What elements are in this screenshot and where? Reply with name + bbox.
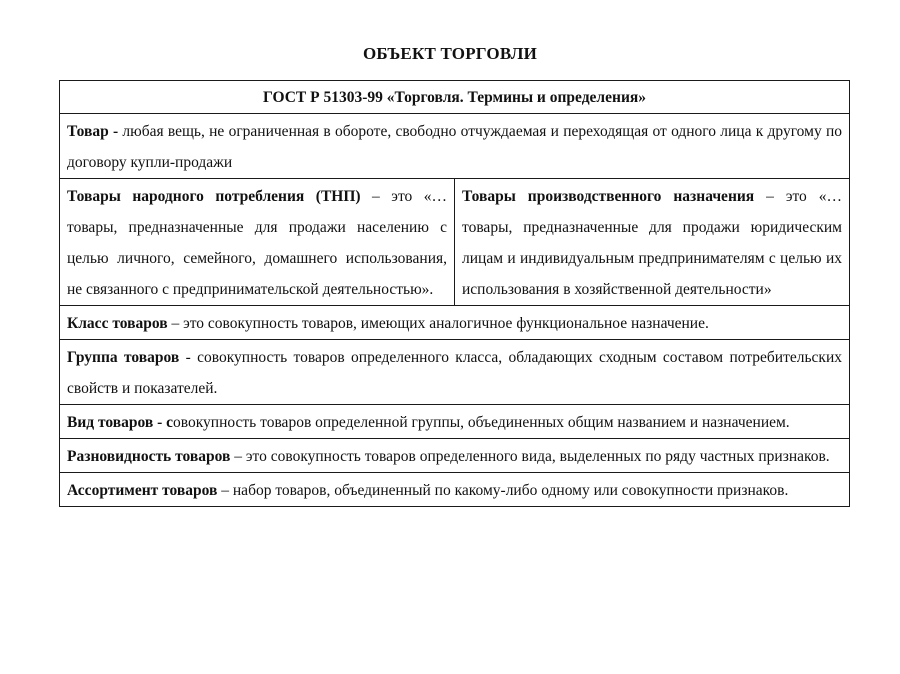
page-title: ОБЪЕКТ ТОРГОВЛИ: [363, 44, 537, 63]
definition-assortiment: – набор товаров, объединенный по какому-либо одному или совокупности признаков.: [217, 482, 789, 499]
definition-cell-tnp: [60, 179, 455, 306]
definition-cell-tovar: [60, 114, 850, 179]
definition-gruppa: - совокупность товаров определенного класса, обладающих сходным составом потребительских свойств и показателей.: [67, 349, 842, 397]
term-tnp: Товары народного потребления (ТНП): [67, 188, 361, 205]
definition-klass: – это совокупность товаров, имеющих аналогичное функциональное назначение.: [167, 315, 709, 332]
definition-raznovidnost: – это совокупность товаров определенного вида, выделенных по ряду частных признаков.: [230, 448, 830, 465]
row-tovar: [60, 114, 850, 179]
term-gruppa: Группа товаров: [67, 349, 180, 366]
term-tpn: Товары производственного назначения: [462, 188, 755, 205]
table-header-row: [60, 81, 850, 114]
definition-tnp: – это «…товары, предназначенные для продажи населению с целью личного, семейного, домашнего использования, не связанного с предпринимательской деятельностью».: [67, 188, 447, 298]
definition-cell-vid: [60, 405, 850, 439]
term-vid: Вид товаров - с: [67, 414, 174, 431]
row-assortiment: [60, 473, 850, 507]
definition-vid: овокупность товаров определенной группы, объединенных общим названием и назначением.: [173, 414, 790, 431]
definitions-table: [59, 80, 850, 507]
definition-cell-raznovidnost: [60, 439, 850, 473]
definition-tovar: любая вещь, не ограниченная в обороте, свободно отчуждаемая и переходящая от одного лица к другому по договору купли-продажи: [67, 123, 842, 171]
term-tovar: Товар -: [67, 123, 119, 140]
term-raznovidnost: Разновидность товаров: [67, 448, 231, 465]
row-gruppa: [60, 340, 850, 405]
definition-cell-tpn: [455, 179, 850, 306]
term-klass: Класс товаров: [67, 315, 168, 332]
table-header-cell: ГОСТ Р 51303-99 «Торговля. Термины и определения»: [60, 81, 850, 114]
row-tnp-tpn: [60, 179, 850, 306]
term-assortiment: Ассортимент товаров: [67, 482, 218, 499]
row-raznovidnost: [60, 439, 850, 473]
definition-cell-klass: [60, 306, 850, 340]
definition-tpn: – это «…товары, предназначенные для продажи юридическим лицам и индивидуальным предпринимателям с целью их использования в хозяйственной деятельности»: [462, 188, 842, 298]
definition-cell-assortiment: [60, 473, 850, 507]
row-klass: [60, 306, 850, 340]
definition-cell-gruppa: [60, 340, 850, 405]
row-vid: [60, 405, 850, 439]
